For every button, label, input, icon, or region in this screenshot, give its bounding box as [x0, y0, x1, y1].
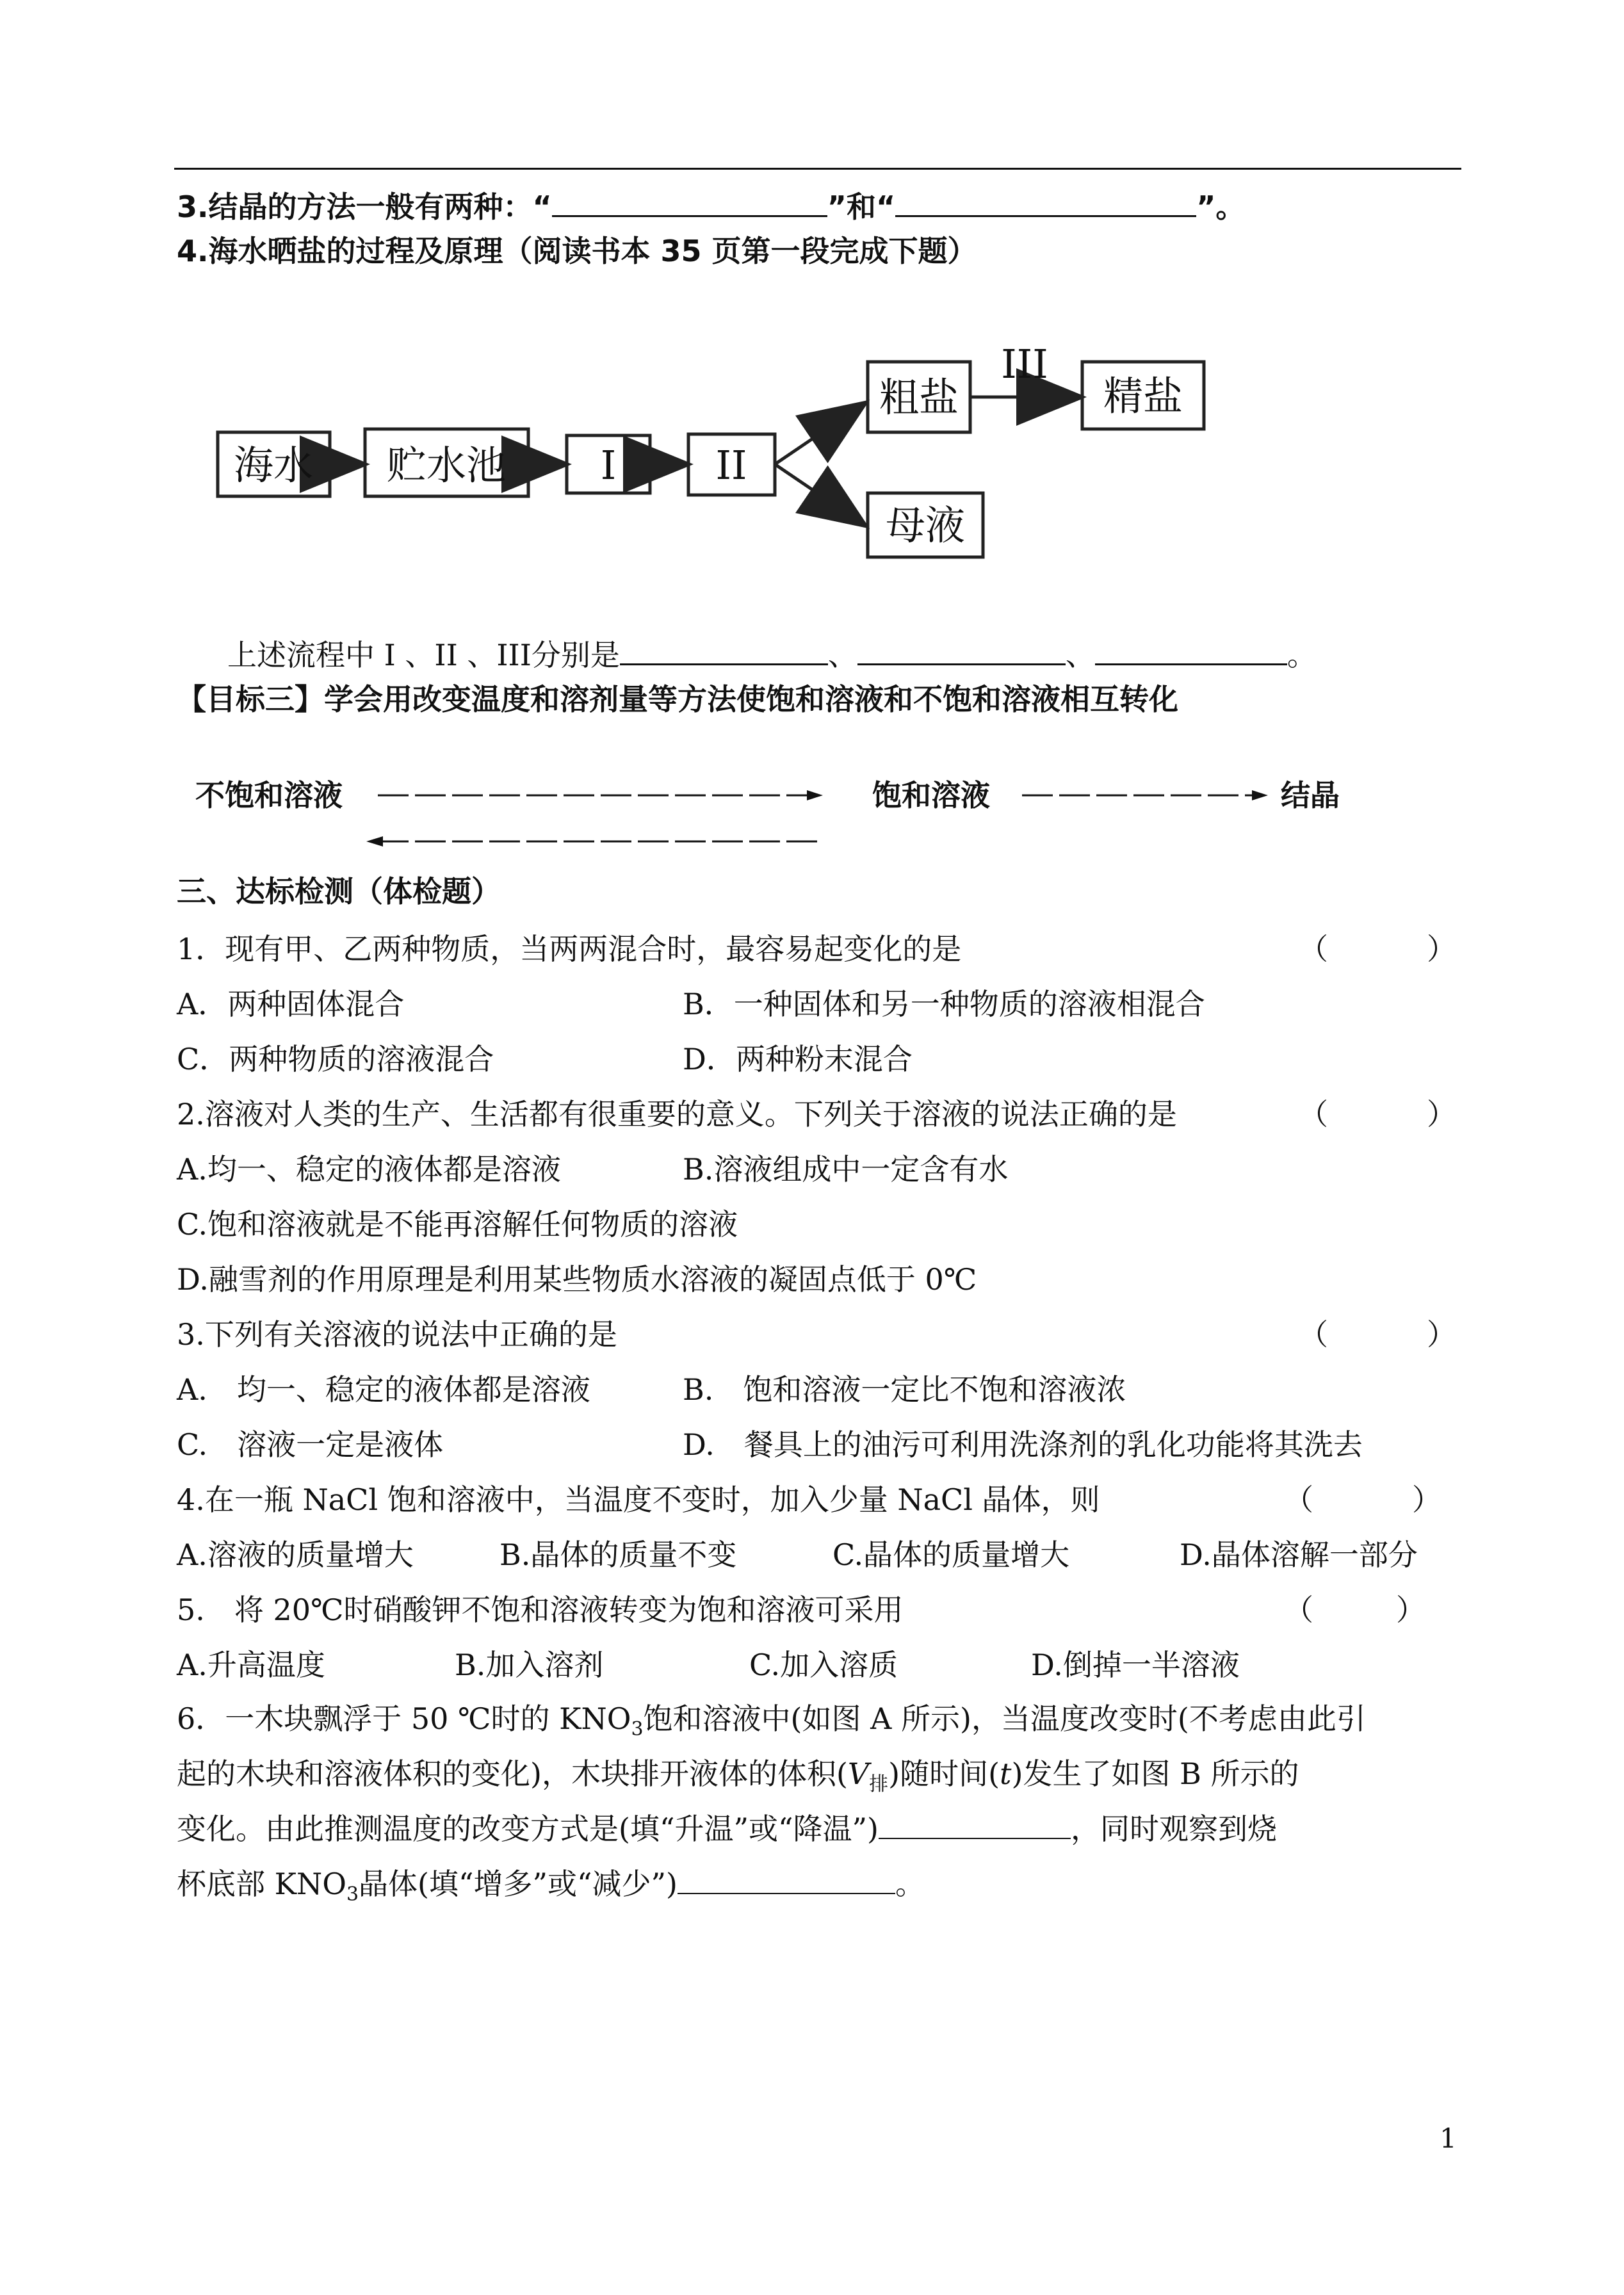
step2-label: II [715, 442, 747, 489]
question-2-option-b[interactable]: B.溶液组成中一定含有水 [683, 1152, 1009, 1187]
crude-salt-label: 粗盐 [879, 374, 959, 421]
question-1-option-c[interactable]: C．两种物质的溶液混合 [177, 1042, 494, 1076]
question-2-stem: 2.溶液对人类的生产、生活都有很重要的意义。下列关于溶液的说法正确的是 [177, 1097, 1177, 1131]
answer-blank[interactable] [857, 635, 1066, 665]
question-4-option-a[interactable]: A.溶液的质量增大 [177, 1537, 414, 1572]
answer-paren-close: ） [1427, 932, 1456, 966]
answer-blank[interactable] [1095, 635, 1287, 665]
answer-paren-open: （ [1284, 1482, 1313, 1517]
question-2-option-c[interactable]: C.饱和溶液就是不能再溶解任何物质的溶液 [177, 1207, 738, 1242]
question-1-stem: 1．现有甲、乙两种物质，当两两混合时，最容易起变化的是 [177, 932, 962, 966]
answer-paren-open: （ [1299, 1317, 1328, 1352]
refined-salt-label: 精盐 [1103, 373, 1183, 419]
question-4-stem: 4.在一瓶 NaCl 饱和溶液中，当温度不变时，加入少量 NaCl 晶体，则 [177, 1482, 1100, 1517]
answer-blank[interactable] [895, 187, 1196, 217]
unsaturated-solution-label: 不饱和溶液 [195, 778, 343, 813]
question-2-option-a[interactable]: A.均一、稳定的液体都是溶液 [177, 1152, 561, 1187]
saturated-solution-label: 饱和溶液 [872, 778, 990, 813]
forward-arrow-head [807, 790, 823, 800]
question-6-line-3: 变化。由此推测温度的改变方式是(填“升温”或“降温”) ，同时观察到烧 [177, 1810, 1277, 1848]
conversion-arrows [359, 781, 1281, 858]
step1-label: I [600, 442, 617, 489]
answer-blank[interactable] [678, 1865, 895, 1894]
question-4-option-c[interactable]: C.晶体的质量增大 [832, 1537, 1070, 1572]
question-6-line-2: 起的木块和溶液体积的变化)，木块排开液体的体积$(V_排)$随时间(t)发生了如图 B 所示的 [177, 1756, 1299, 1796]
reservoir-label: 贮水池 [386, 442, 507, 489]
question-5-option-c[interactable]: C.加入溶质 [749, 1648, 898, 1682]
question-4-option-d[interactable]: D.晶体溶解一部分 [1180, 1537, 1418, 1572]
answer-paren-close: ） [1427, 1317, 1456, 1352]
seawater-label: 海水 [233, 442, 314, 489]
goal-3-heading: 【目标三】学会用改变温度和溶剂量等方法使饱和溶液和不饱和溶液相互转化 [177, 682, 1178, 717]
flow-arrow [775, 464, 865, 525]
answer-paren-open: （ [1299, 1097, 1328, 1131]
question-3-option-b[interactable]: B. 饱和溶液一定比不饱和溶液浓 [683, 1372, 1126, 1407]
answer-paren-close: ） [1396, 1593, 1425, 1627]
page-number: 1 [1440, 2123, 1457, 2154]
answer-blank[interactable] [879, 1810, 1071, 1839]
mother-liquor-label: 母液 [885, 502, 966, 549]
flow-question: 上述流程中 I 、II 、III分别是 、 、 。 [227, 635, 1317, 674]
answer-paren-open: （ [1284, 1593, 1313, 1627]
question-5-option-d[interactable]: D.倒掉一半溶液 [1031, 1648, 1240, 1682]
question-3-crystallization: 3.结晶的方法一般有两种：“ ”和“ ”。 [177, 187, 1245, 226]
seawater-salt-flow-diagram [205, 333, 1268, 564]
question-3-stem: 3.下列有关溶液的说法中正确的是 [177, 1317, 617, 1352]
question-1-option-d[interactable]: D．两种粉末混合 [683, 1042, 913, 1076]
crystal-label: 结晶 [1281, 778, 1340, 813]
question-3-option-c[interactable]: C. 溶液一定是液体 [177, 1427, 444, 1462]
answer-blank[interactable] [552, 187, 827, 217]
reverse-arrow-head [366, 836, 383, 847]
question-2-option-d[interactable]: D.融雪剂的作用原理是利用某些物质水溶液的凝固点低于 0℃ [177, 1262, 977, 1297]
answer-paren-open: （ [1299, 932, 1328, 966]
answer-blank[interactable] [620, 635, 828, 665]
question-6-line-4: 杯底部 $KNO_3$晶体(填“增多”或“减少”) 。 [177, 1865, 925, 1914]
question-5-stem: 5. 将 20℃时硝酸钾不饱和溶液转变为饱和溶液可采用 [177, 1593, 904, 1627]
step3-label: III [1001, 341, 1048, 387]
question-1-option-b[interactable]: B．一种固体和另一种物质的溶液相混合 [683, 987, 1205, 1021]
answer-paren-close: ） [1427, 1097, 1456, 1131]
question-3-option-d[interactable]: D. 餐具上的油污可利用洗涤剂的乳化功能将其洗去 [683, 1427, 1363, 1462]
header-rule [174, 168, 1461, 170]
question-3-option-a[interactable]: A. 均一、稳定的液体都是溶液 [177, 1372, 590, 1407]
flow-arrow [775, 403, 865, 464]
section-3-heading: 三、达标检测（体检题） [177, 874, 501, 909]
question-5-option-a[interactable]: A.升高温度 [177, 1648, 325, 1682]
crystallize-arrow-head [1252, 790, 1268, 800]
question-6-line-1: 6．一木块飘浮于 50 ℃时的 $KNO_3$饱和溶液中(如图 A 所示)，当温度改变时(不考虑由此引 [177, 1701, 1366, 1741]
question-1-option-a[interactable]: A．两种固体混合 [177, 987, 405, 1021]
answer-paren-close: ） [1412, 1482, 1441, 1517]
question-4-title: 4.海水晒盐的过程及原理（阅读书本 35 页第一段完成下题） [177, 234, 977, 268]
question-4-option-b[interactable]: B.晶体的质量不变 [499, 1537, 737, 1572]
question-5-option-b[interactable]: B.加入溶剂 [455, 1648, 604, 1682]
